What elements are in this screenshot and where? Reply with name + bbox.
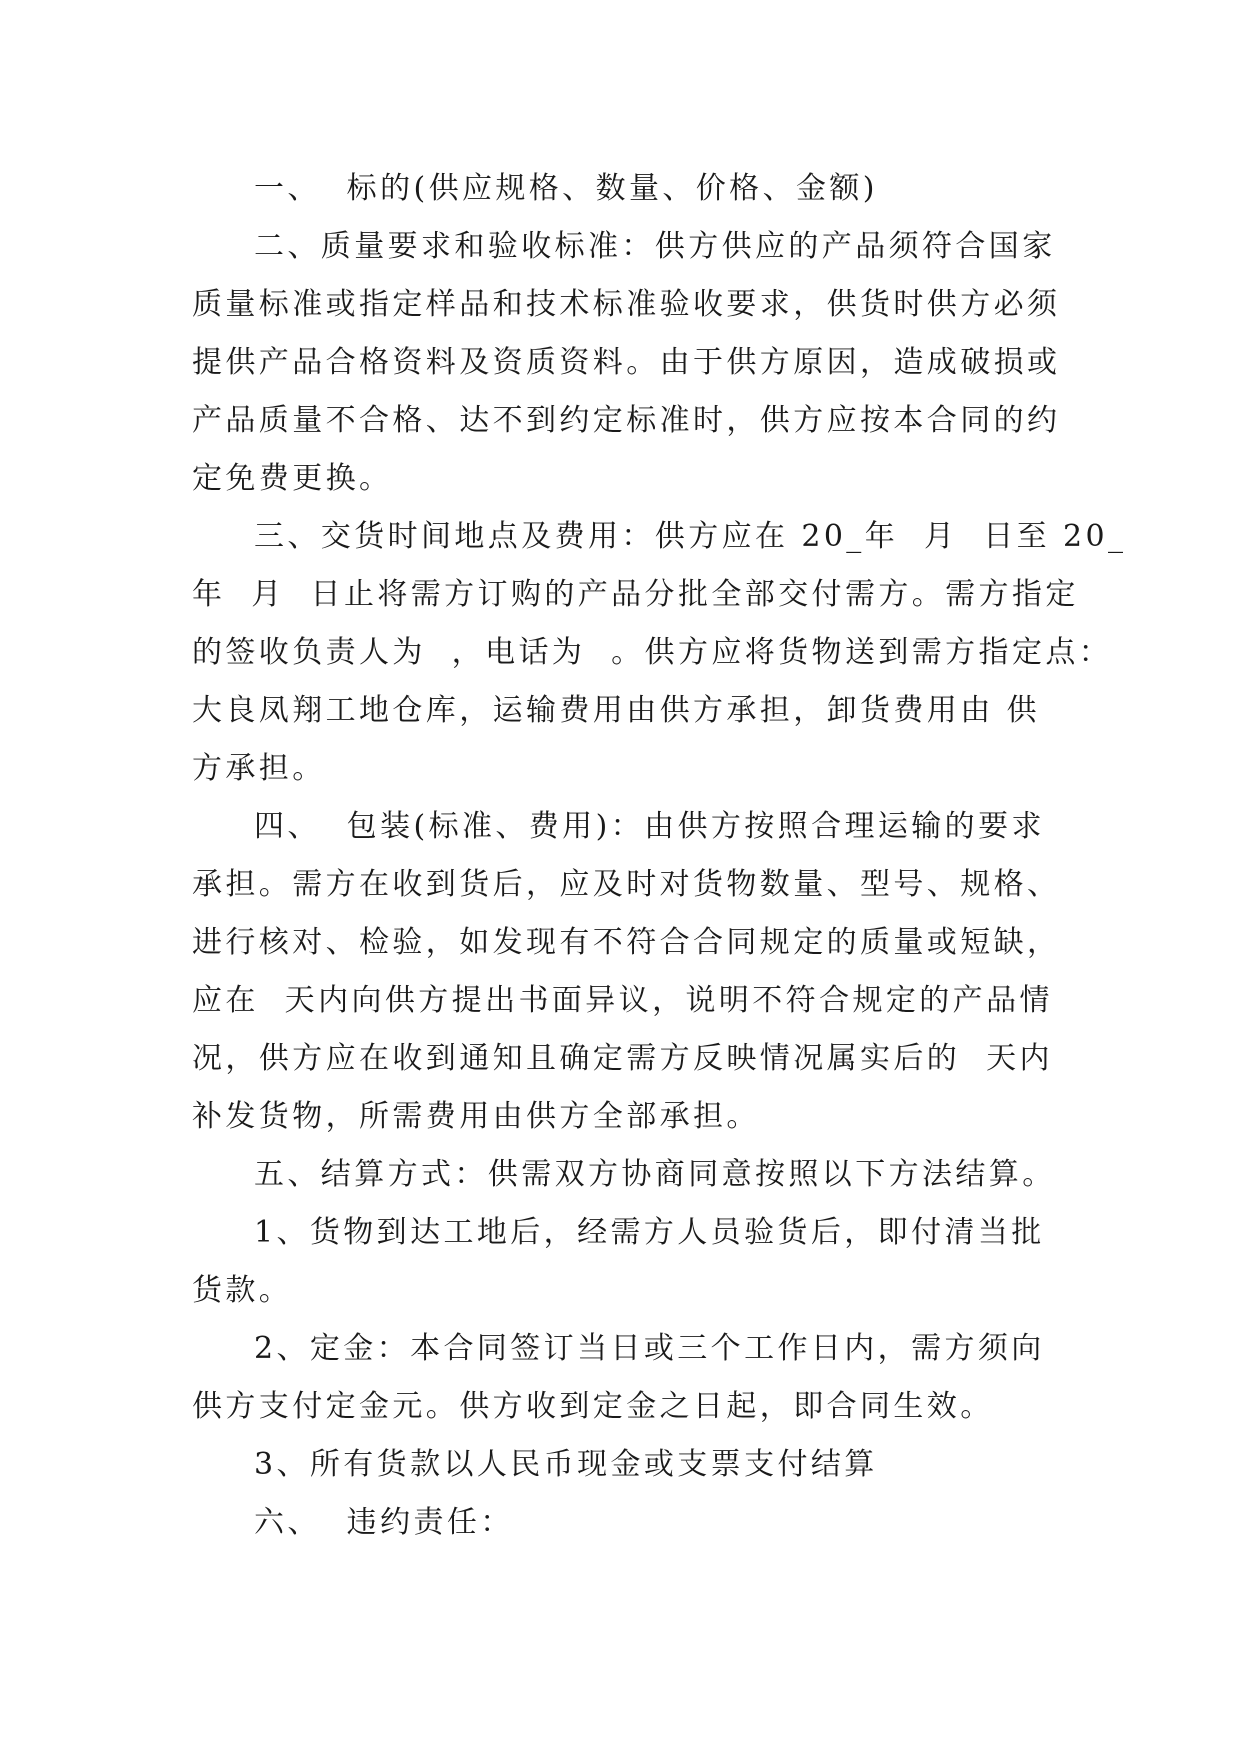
section-4-paragraph-line: 进行核对、检验，如发现有不符合合同规定的质量或短缺， (192, 925, 1061, 960)
section-5-item-1-line: 货款。 (192, 1273, 293, 1308)
section-3-paragraph-line: 年 月 日止将需方订购的产品分批全部交付需方。需方指定 (192, 577, 1079, 612)
section-1-heading: 一、 标的(供应规格、数量、价格、金额) (254, 171, 878, 206)
section-4-paragraph-line: 应在 天内向供方提出书面异议，说明不符合规定的产品情 (192, 983, 1053, 1018)
section-4-paragraph-line: 四、 包装(标准、费用)：由供方按照合理运输的要求 (254, 809, 1045, 844)
section-2-paragraph-line: 提供产品合格资料及资质资料。由于供方原因，造成破损或 (192, 345, 1061, 380)
section-4-paragraph-line: 承担。需方在收到货后，应及时对货物数量、型号、规格、 (192, 867, 1061, 902)
section-2-paragraph-line: 质量标准或指定样品和技术标准验收要求，供货时供方必须 (192, 287, 1061, 322)
section-2-paragraph-line: 二、质量要求和验收标准：供方供应的产品须符合国家 (254, 229, 1056, 264)
section-3-paragraph-line: 的签收负责人为 ，电话为 。供方应将货物送到需方指定点： (192, 635, 1113, 670)
section-3-paragraph-line: 三、交货时间地点及费用：供方应在 20_年 月 日至 20_ (254, 519, 1127, 554)
section-4-paragraph-line: 况，供方应在收到通知且确定需方反映情况属实后的 天内 (192, 1041, 1053, 1076)
section-5-item-3-line: 3、所有货款以人民币现金或支票支付结算 (254, 1447, 878, 1482)
document-body (192, 160, 1127, 1552)
section-5-item-2-line: 供方支付定金元。供方收到定金之日起，即合同生效。 (192, 1389, 994, 1424)
section-3-paragraph-line: 大良凤翔工地仓库，运输费用由供方承担，卸货费用由 供 (192, 693, 1040, 728)
section-2-paragraph-line: 定免费更换。 (192, 461, 393, 496)
section-2-paragraph-line: 产品质量不合格、达不到约定标准时，供方应按本合同的约 (192, 403, 1061, 438)
section-6-heading: 六、 违约责任： (254, 1505, 514, 1540)
section-5-item-2-line: 2、定金：本合同签订当日或三个工作日内，需方须向 (254, 1331, 1045, 1366)
section-5-item-1-line: 1、货物到达工地后，经需方人员验货后，即付清当批 (254, 1215, 1045, 1250)
section-4-paragraph-line: 补发货物，所需费用由供方全部承担。 (192, 1099, 760, 1134)
section-3-paragraph-line: 方承担。 (192, 751, 326, 786)
section-5-heading: 五、结算方式：供需双方协商同意按照以下方法结算。 (254, 1157, 1056, 1192)
